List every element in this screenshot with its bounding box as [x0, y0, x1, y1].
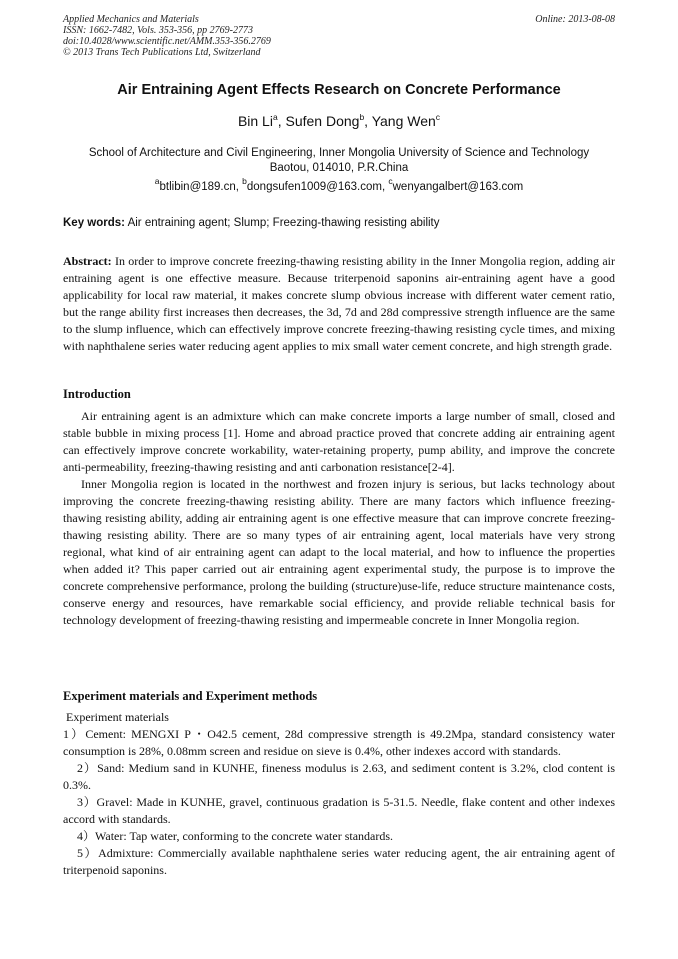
abstract-text: In order to improve concrete freezing-thawing resisting ability in the Inner Mongolia region, adding air entraining agent is one effective measure. Because triterpenoid saponins air-entraining agent have a good applicability for local raw material, it makes concrete slump obvious increase with different water cement ratio, but the range ability first increases then decreases, the 3d, 7d and 28d compressive strength influence are the same to the slump influence, which can effectively improve concrete freezing-thawing resisting cycle times, and mixing with naphthalene series water reducing agent applies to mix small water cement concrete, and high strength grade. — [63, 254, 616, 353]
material-item: 3）Gravel: Made in KUNHE, gravel, continuous gradation is 5-31.5. Needle, flake content and other indexes accord with standards. — [63, 795, 615, 826]
paragraph: Inner Mongolia region is located in the northwest and frozen injury is serious, but lacks technology about improving the concrete freezing-thawing resisting ability. There are many factors which influence freezing-thawing resisting ability, adding air entraining agent is one effective measure that can improve concrete freezing-thawing resisting ability. There are so many types of air entraining agent, local materials have very strong regional, what kind of air entraining agent can adapt to the local material, and how to influence the properties when added it? This paper carried out air entraining agent experimental study, the purpose is to improve the concrete comprehensive performance, prolong the building (structure)use-life, reduce structure maintenance costs, conserve energy and resources, have remarkable social efficiency, and provide reliable technical basis for technology development of freezing-thawing resisting and impermeable concrete in Inner Mongolia region. — [63, 477, 615, 627]
abstract — [63, 253, 615, 355]
online-date: Online: 2013-08-08 — [535, 14, 615, 25]
affiliation-line: Baotou, 014010, P.R.China — [269, 162, 409, 174]
section-heading-introduction: Introduction — [63, 387, 131, 401]
author-mark: a — [272, 112, 278, 122]
author-emails — [63, 176, 615, 193]
journal-copyright: © 2013 Trans Tech Publications Ltd, Switzerland — [63, 47, 261, 58]
author-mark: b — [359, 112, 365, 122]
material-item: 2）Sand: Medium sand in KUNHE, fineness modulus is 2.63, and sediment content is 3.2%, clod content is 0.3%. — [63, 761, 615, 792]
section-heading-experiment: Experiment materials and Experiment methods — [63, 689, 318, 703]
keywords-label: Key words: — [63, 217, 125, 229]
material-item: 4）Water: Tap water, conforming to the concrete water standards. — [77, 829, 394, 843]
author-mark: c — [435, 112, 441, 122]
email-address: wenyangalbert@163.com — [392, 181, 524, 193]
subheading: Experiment materials — [66, 710, 169, 724]
affiliation — [63, 146, 615, 176]
keywords-text: Air entraining agent; Slump; Freezing-thawing resisting ability — [127, 217, 440, 229]
email-address: dongsufen1009@163.com — [246, 181, 382, 193]
email-mark: a — [154, 176, 160, 186]
paragraph: Air entraining agent is an admixture which can make concrete imports a large number of small, closed and stable bubble in mixing process [1]. Home and abroad practice proved that concrete adding air entraining agent can effectively improve concrete workability, water-retaining property, pump ability, and improve the concrete anti-permeability, freezing-thawing resisting and anti carbonation resistance[2-4]. — [63, 409, 615, 474]
keywords — [63, 217, 615, 229]
paper-title: Air Entraining Agent Effects Research on Concrete Performance — [117, 82, 561, 98]
email-mark: b — [242, 176, 247, 186]
material-item: 5）Admixture: Commercially available naphthalene series water reducing agent, the air entraining agent of triterpenoid saponins. — [63, 846, 615, 877]
author-name: Bin Li — [237, 113, 273, 129]
email-address: btlibin@189.cn — [159, 181, 236, 193]
journal-header — [63, 14, 615, 58]
affiliation-line: School of Architecture and Civil Engineering, Inner Mongolia University of Science and Technology — [88, 147, 590, 159]
journal-issn: ISSN: 1662-7482, Vols. 353-356, pp 2769-2773 — [63, 25, 253, 36]
abstract-label: Abstract: — [63, 254, 112, 268]
email-separator: , — [381, 181, 389, 193]
author-name: Sufen Dong — [285, 113, 360, 129]
introduction-body — [63, 408, 615, 629]
journal-doi: doi:10.4028/www.scientific.net/AMM.353-356.2769 — [63, 36, 271, 47]
author-separator: , — [364, 113, 372, 129]
experiment-body — [63, 709, 615, 879]
journal-name: Applied Mechanics and Materials — [63, 14, 199, 25]
author-name: Yang Wen — [371, 113, 436, 129]
author-separator: , — [277, 113, 286, 129]
author-list — [63, 113, 615, 129]
email-separator: , — [235, 181, 243, 193]
material-item: 1）Cement: MENGXI P・O42.5 cement, 28d compressive strength is 49.2Mpa, standard consistency water consumption is 28%, 0.08mm screen and residue on sieve is 0.4%, other indexes accord with standards. — [63, 727, 615, 758]
email-mark: c — [388, 176, 393, 186]
